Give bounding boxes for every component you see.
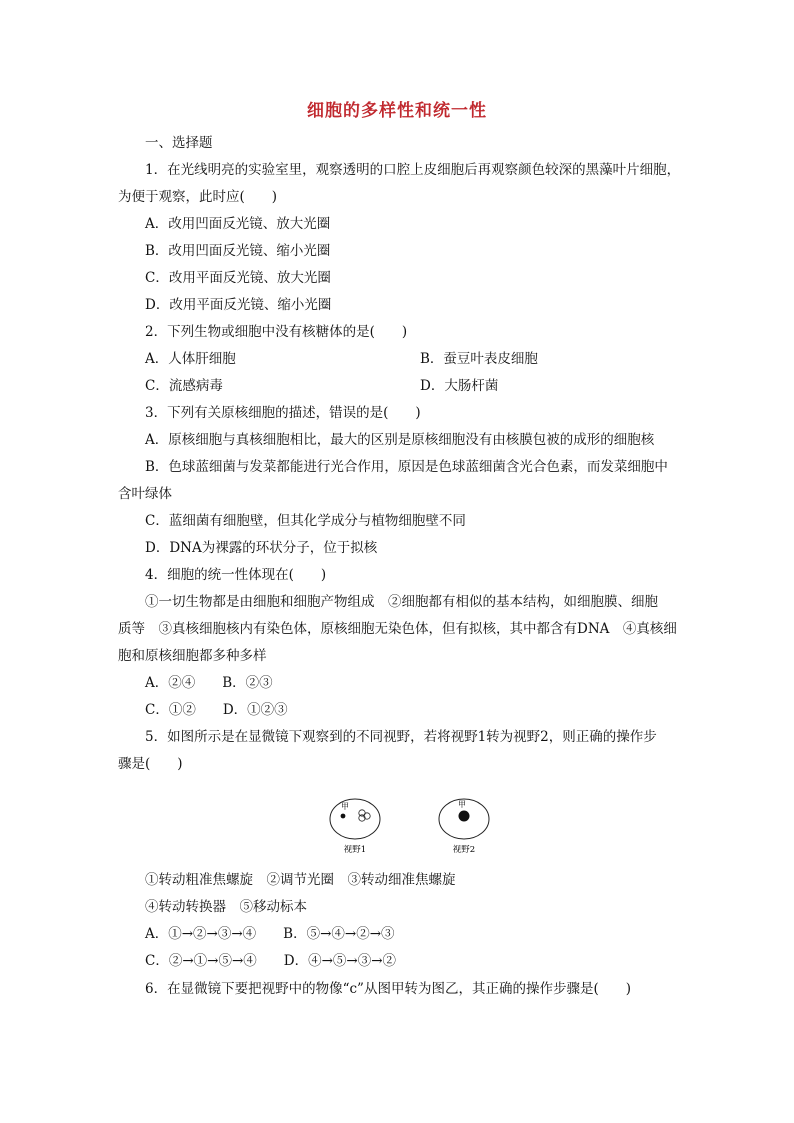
q2-option-b: B．蚕豆叶表皮细胞 <box>420 351 538 367</box>
q1-option-b: B．改用凹面反光镜、缩小光圈 <box>145 243 331 259</box>
q2-stem: 2．下列生物或细胞中没有核糖体的是( ) <box>145 324 408 340</box>
q4-statement-line1: ①一切生物都是由细胞和细胞产物组成 ②细胞都有相似的基本结构，如细胞膜、细胞 <box>145 594 658 610</box>
q3-option-b-line1: B．色球蓝细菌与发菜都能进行光合作用，原因是色球蓝细菌含光合色素，而发菜细胞中 <box>145 459 668 475</box>
q4-options-cd: C．①② D．①②③ <box>145 702 288 718</box>
q5-stem-line2: 骤是( ) <box>118 756 183 772</box>
q4-statement-line3: 胞和原核细胞都多种多样 <box>118 648 267 664</box>
field-2-label: 视野2 <box>452 845 476 855</box>
field-1-object-dot <box>341 814 346 819</box>
q1-stem-line2: 为便于观察，此时应( ) <box>118 189 278 205</box>
q2-option-a: A．人体肝细胞 <box>145 351 236 367</box>
q4-options-ab: A．②④ B．②③ <box>145 675 273 691</box>
field-2-mark-label: 甲 <box>458 800 466 809</box>
q3-option-d: D．DNA为裸露的环状分子，位于拟核 <box>145 540 378 556</box>
field-2-object-dot <box>459 811 470 822</box>
field-1-circle <box>330 799 380 839</box>
q4-stem: 4．细胞的统一性体现在( ) <box>145 567 327 583</box>
q3-option-a: A．原核细胞与真核细胞相比，最大的区别是原核细胞没有由核膜包被的成形的细胞核 <box>145 432 655 448</box>
q3-option-c: C．蓝细菌有细胞壁，但其化学成分与植物细胞壁不同 <box>145 513 466 529</box>
q5-operations-line1: ①转动粗准焦螺旋 ②调节光圈 ③转动细准焦螺旋 <box>145 872 456 888</box>
q5-operations-line2: ④转动转换器 ⑤移动标本 <box>145 899 307 915</box>
q3-option-b-line2: 含叶绿体 <box>118 486 172 502</box>
q1-option-a: A．改用凹面反光镜、放大光圈 <box>145 216 331 232</box>
microscope-fields-figure <box>318 795 518 860</box>
q2-option-c: C．流感病毒 <box>145 378 223 394</box>
q2-option-d: D．大肠杆菌 <box>420 378 499 394</box>
q1-option-d: D．改用平面反光镜、缩小光圈 <box>145 297 332 313</box>
q1-stem-line1: 1．在光线明亮的实验室里，观察透明的口腔上皮细胞后再观察颜色较深的黑藻叶片细胞， <box>145 162 681 178</box>
page-title: 细胞的多样性和统一性 <box>307 101 487 121</box>
q5-options-ab: A．①→②→③→④ B．⑤→④→②→③ <box>145 926 395 942</box>
section-heading: 一、选择题 <box>145 135 213 151</box>
q5-stem-line1: 5．如图所示是在显微镜下观察到的不同视野，若将视野1转为视野2，则正确的操作步 <box>145 729 657 745</box>
q6-stem: 6．在显微镜下要把视野中的物像“c”从图甲转为图乙，其正确的操作步骤是( ) <box>145 981 631 997</box>
q3-stem: 3．下列有关原核细胞的描述，错误的是( ) <box>145 405 421 421</box>
q1-option-c: C．改用平面反光镜、放大光圈 <box>145 270 331 286</box>
field-1-label: 视野1 <box>343 845 367 855</box>
field-1-mark-label: 甲 <box>341 802 349 811</box>
q5-options-cd: C．②→①→⑤→④ D．④→⑤→③→② <box>145 953 397 969</box>
q4-statement-line2: 质等 ③真核细胞核内有染色体，原核细胞无染色体，但有拟核，其中都含有DNA ④真核细 <box>118 621 677 637</box>
